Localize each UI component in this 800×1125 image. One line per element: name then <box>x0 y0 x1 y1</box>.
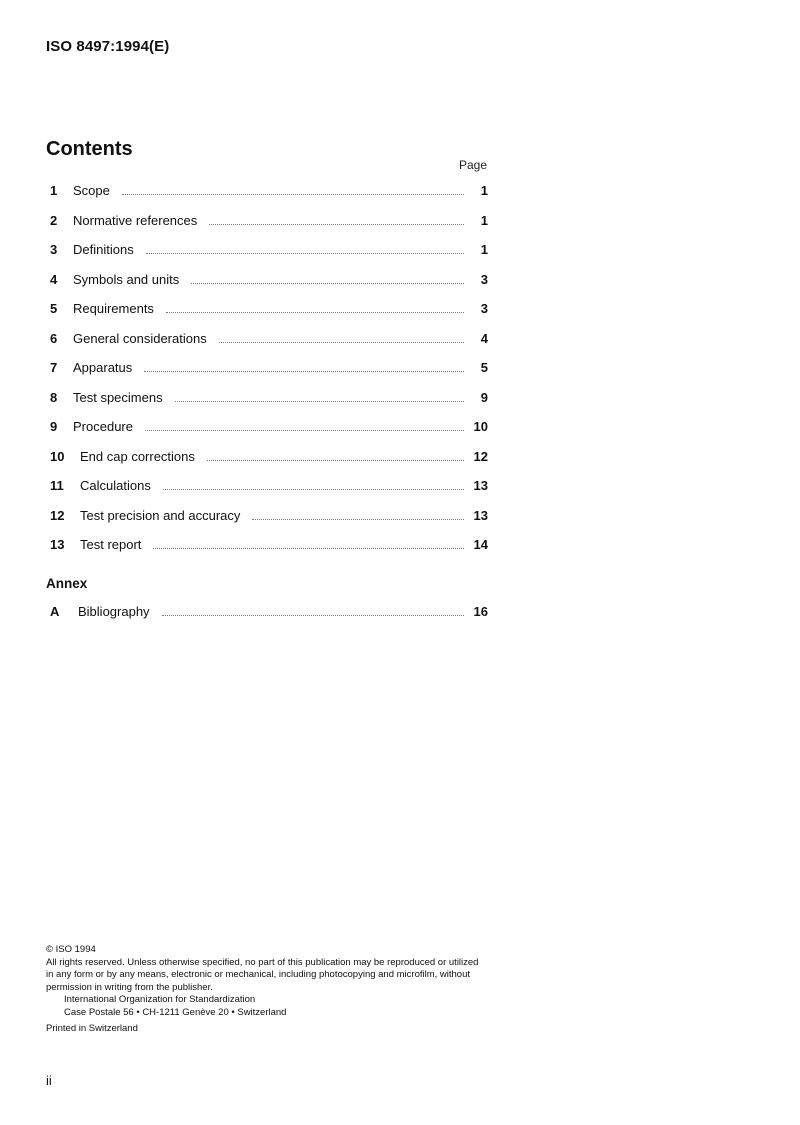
toc-entry[interactable] <box>46 183 488 213</box>
dot-leader <box>153 547 464 549</box>
toc-entry-number: 8 <box>50 389 58 405</box>
toc-entry-title: Bibliography <box>78 604 150 619</box>
toc-entry-number: 5 <box>50 301 58 316</box>
toc-entry[interactable] <box>46 390 488 420</box>
dot-leader <box>163 488 464 490</box>
toc-entry[interactable] <box>46 301 488 331</box>
toc-entry[interactable] <box>46 419 488 449</box>
toc-entry-title: Normative references <box>73 212 198 228</box>
page-column-label: Page <box>458 158 487 172</box>
toc-entry-title: Apparatus <box>73 360 133 375</box>
toc-entry[interactable] <box>46 537 488 567</box>
toc-entry-title: Test precision and accuracy <box>80 507 241 523</box>
toc-entry-page: 14 <box>473 537 488 552</box>
dot-leader <box>145 429 464 431</box>
toc-entry-title: General considerations <box>73 330 207 346</box>
toc-entry[interactable] <box>46 508 488 538</box>
dot-leader <box>209 223 464 225</box>
dot-leader <box>162 614 464 616</box>
contents-title: Contents <box>46 138 133 160</box>
toc-entry-number: A <box>50 604 60 619</box>
toc-entry-title: End cap corrections <box>80 448 195 464</box>
page-number: ii <box>46 1073 52 1088</box>
dot-leader <box>191 282 464 284</box>
toc-entry-page: 16 <box>473 604 488 619</box>
toc-entry[interactable] <box>46 213 488 243</box>
toc-entry[interactable] <box>46 449 488 479</box>
toc-entry-title: Calculations <box>80 478 151 493</box>
toc-entry-number: 13 <box>50 537 65 552</box>
toc-entry-page: 13 <box>473 507 488 523</box>
organization-name: International Organization for Standardization <box>64 994 256 1005</box>
copyright-line: © ISO 1994 <box>46 944 96 955</box>
toc-entry-number: 12 <box>50 507 65 523</box>
toc-entry-page: 3 <box>480 271 488 287</box>
organization-address: Case Postale 56 • CH-1211 Genève 20 • Switzerland <box>64 1006 287 1018</box>
toc-entry-number: 9 <box>50 419 58 434</box>
toc-entry-number: 7 <box>50 360 58 375</box>
toc-entry-number: 3 <box>50 242 58 257</box>
dot-leader <box>122 193 464 195</box>
toc-entry-number: 1 <box>50 183 58 198</box>
toc-entry-title: Definitions <box>73 242 134 257</box>
document-id: ISO 8497:1994(E) <box>46 38 170 55</box>
toc-entry-page: 9 <box>480 389 488 405</box>
annex-heading: Annex <box>46 576 88 591</box>
rights-statement: All rights reserved. Unless otherwise specified, no part of this publication may be reproduced or utilized in any form or by any means, electronic or mechanical, including photocopying and microfilm, without permission in writing from the publisher. <box>46 956 479 993</box>
toc-entry-title: Requirements <box>73 301 154 316</box>
toc-entry-title: Test specimens <box>73 389 163 405</box>
dot-leader <box>207 459 464 461</box>
dot-leader <box>219 341 464 343</box>
printed-in: Printed in Switzerland <box>46 1023 138 1034</box>
toc-entry-number: 6 <box>50 330 58 346</box>
toc-entry-number: 11 <box>50 478 64 493</box>
toc-entry-page: 12 <box>473 448 488 464</box>
dot-leader <box>175 400 464 402</box>
annex-list <box>46 604 488 634</box>
table-of-contents <box>46 183 488 567</box>
toc-entry-title: Symbols and units <box>73 271 180 287</box>
toc-entry[interactable] <box>46 331 488 361</box>
toc-entry-title: Scope <box>73 183 110 198</box>
toc-entry-page: 1 <box>480 212 488 228</box>
toc-entry-number: 10 <box>50 448 65 464</box>
toc-entry[interactable] <box>46 478 488 508</box>
toc-entry[interactable] <box>46 604 488 634</box>
toc-entry-page: 1 <box>480 183 488 198</box>
toc-entry-page: 3 <box>480 301 488 316</box>
toc-entry-title: Test report <box>80 537 142 552</box>
toc-entry[interactable] <box>46 272 488 302</box>
toc-entry-number: 2 <box>50 212 58 228</box>
toc-entry-page: 1 <box>480 242 488 257</box>
dot-leader <box>144 370 464 372</box>
toc-entry-title: Procedure <box>73 419 133 434</box>
toc-entry-page: 10 <box>473 419 488 434</box>
copyright-block <box>46 944 488 1036</box>
toc-entry-page: 4 <box>480 330 488 346</box>
toc-entry-page: 5 <box>480 360 488 375</box>
dot-leader <box>166 311 464 313</box>
dot-leader <box>252 518 464 520</box>
toc-entry-number: 4 <box>50 271 58 287</box>
toc-entry[interactable] <box>46 360 488 390</box>
toc-entry-page: 13 <box>473 478 488 493</box>
toc-entry[interactable] <box>46 242 488 272</box>
dot-leader <box>146 252 464 254</box>
